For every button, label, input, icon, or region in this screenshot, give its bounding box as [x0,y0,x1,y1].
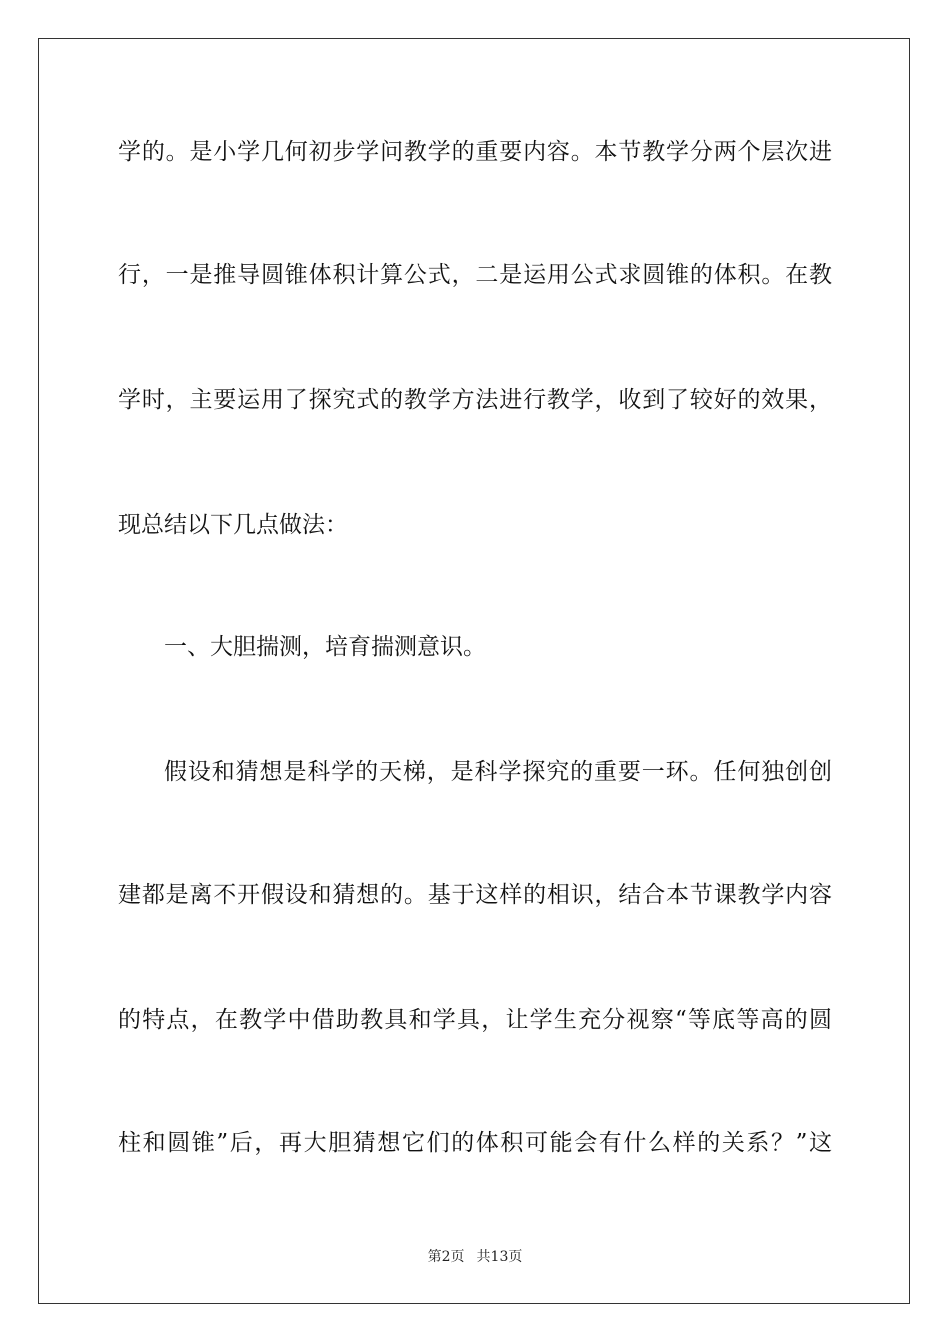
body-text-line: 柱和圆锥”后，再大胆猜想它们的体积可能会有什么样的关系？”这 [118,1130,832,1156]
page-total: 共13页 [476,1249,523,1265]
body-text-line: 的特点，在教学中借助教具和学具，让学生充分视察“等底等高的圆 [118,1007,832,1033]
body-text-line: 行，一是推导圆锥体积计算公式，二是运用公式求圆锥的体积。在教 [118,262,832,288]
page-border [38,38,910,1304]
body-text-line: 建都是离不开假设和猜想的。基于这样的相识，结合本节课教学内容 [118,882,832,908]
body-text-line: 假设和猜想是科学的天梯，是科学探究的重要一环。任何独创创 [164,759,832,785]
page-footer [0,1248,950,1266]
section-heading: 一、大胆揣测，培育揣测意识。 [164,634,486,660]
body-text-line: 学的。是小学几何初步学问教学的重要内容。本节教学分两个层次进 [118,139,832,165]
body-text-line: 学时，主要运用了探究式的教学方法进行教学，收到了较好的效果， [118,387,832,413]
page-number: 第2页 [427,1249,465,1265]
body-text-line: 现总结以下几点做法： [118,512,348,538]
